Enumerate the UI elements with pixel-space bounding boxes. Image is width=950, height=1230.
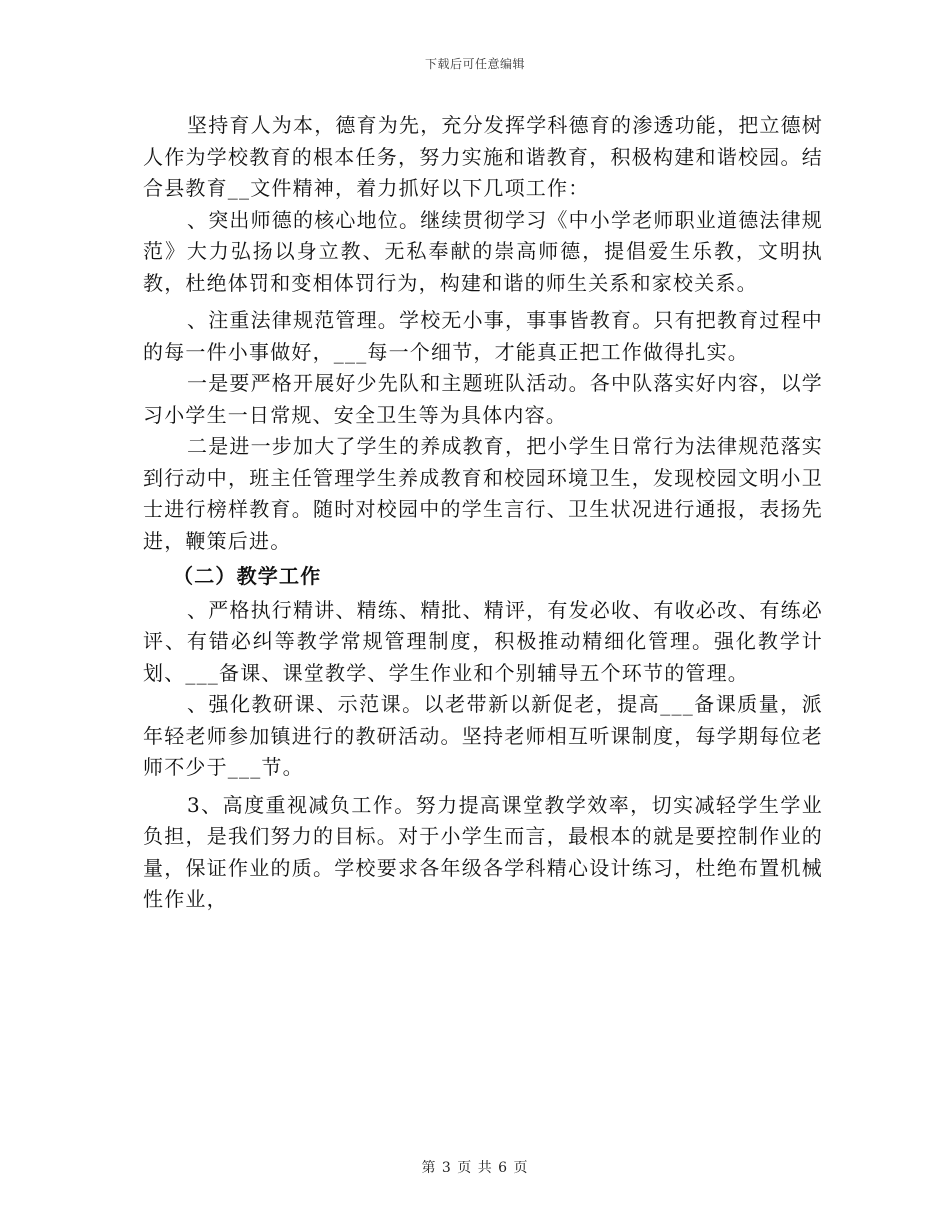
section-heading-teaching: （二）教学工作 bbox=[173, 564, 322, 588]
paragraph-pioneer-activities: 一是要严格开展好少先队和主题班队活动。各中队落实好内容，以学习小学生一日常规、安全卫生等为具体内容。 bbox=[143, 371, 823, 427]
paragraph-habit-education: 二是进一步加大了学生的养成教育，把小学生日常行为法律规范落实到行动中，班主任管理学生养成教育和校园环境卫生，发现校园文明小卫士进行榜样教育。随时对校园中的学生言行、卫生状况进行通报，表扬先进，鞭策后进。 bbox=[143, 434, 823, 553]
paragraph-burden-reduction: 3、高度重视减负工作。努力提高课堂教学效率，切实减轻学生学业负担，是我们努力的目标。对于小学生而言，最根本的就是要控制作业的量，保证作业的质。学校要求各年级各学科精心设计练习，杜绝布置机械性作业， bbox=[143, 792, 823, 911]
paragraph-teacher-ethics: 、突出师德的核心地位。继续贯彻学习《中小学老师职业道德法律规范》大力弘扬以身立教、无私奉献的崇高师德，提倡爱生乐教，文明执教，杜绝体罚和变相体罚行为，构建和谐的师生关系和家校关系。 bbox=[143, 207, 823, 295]
paragraph-teaching-routine: 、严格执行精讲、精练、精批、精评，有发必收、有收必改、有练必评、有错必纠等教学常规管理制度，积极推动精细化管理。强化教学计划、___备课、课堂教学、学生作业和个别辅导五个环节的管理。 bbox=[143, 597, 823, 685]
paragraph-teaching-research: 、强化教研课、示范课。以老带新以新促老，提高___备课质量，派年轻老师参加镇进行的教研活动。坚持老师相互听课制度，每学期每位老师不少于___节。 bbox=[143, 692, 823, 779]
paragraph-standard-management: 、注重法律规范管理。学校无小事，事事皆教育。只有把教育过程中的每一件小事做好，___每一个细节，才能真正把工作做得扎实。 bbox=[143, 308, 823, 364]
document-body bbox=[143, 110, 823, 916]
page-header: 下载后可任意编辑 bbox=[424, 57, 525, 71]
page-footer: 第 3 页 共 6 页 bbox=[421, 1160, 529, 1176]
paragraph-intro: 坚持育人为本，德育为先，充分发挥学科德育的渗透功能，把立德树人作为学校教育的根本任务，努力实施和谐教育，积极构建和谐校园。结合县教育__文件精神，着力抓好以下几项工作： bbox=[143, 113, 823, 200]
